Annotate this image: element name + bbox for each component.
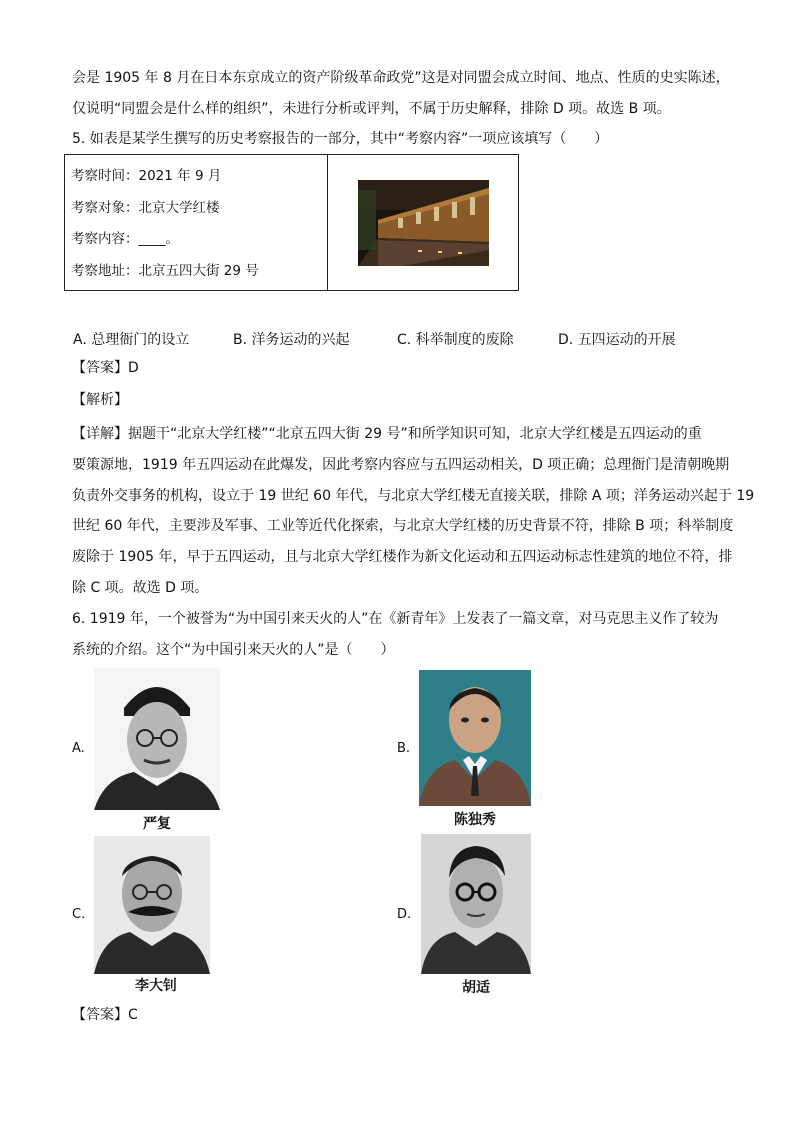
q6-answer-label: 【答案】C — [72, 1007, 138, 1023]
portrait-yan-fu — [94, 668, 220, 810]
report-time: 考察时间：2021 年 9 月 — [71, 168, 222, 184]
portrait-li-dazhao — [94, 836, 210, 974]
option-b-letter: B. — [397, 741, 411, 756]
analysis-line-6: 除 C 项。故选 D 项。 — [72, 580, 209, 596]
analysis-line-4: 世纪 60 年代，主要涉及军事、工业等近代化探索，与北京大学红楼的历史背景不符，排除 B 项；科举制度 — [72, 518, 734, 534]
report-object: 考察对象：北京大学红楼 — [71, 199, 220, 216]
caption-hu-shi: 胡适 — [462, 980, 490, 996]
portrait-hu-shi — [421, 834, 531, 974]
question-5-stem: 5. 如表是某学生撰写的历史考察报告的一部分，其中“考察内容”一项应该填写（ ） — [72, 131, 609, 147]
analysis-line-2: 要策源地，1919 年五四运动在此爆发，因此考察内容应与五四运动相关，D 项正确；总理衙门是清朝晚期 — [72, 457, 730, 473]
caption-li-dazhao: 李大钊 — [135, 978, 177, 994]
option-b: B. 洋务运动的兴起 — [233, 332, 350, 348]
option-a: A. 总理衙门的设立 — [73, 332, 190, 348]
portrait-chen-duxiu — [419, 670, 531, 806]
paragraph-line-1: 会是 1905 年 8 月在日本东京成立的资产阶级革命政党”这是对同盟会成立时间、地点、性质的史实陈述， — [72, 70, 730, 86]
answer-label: 【答案】D — [72, 360, 139, 376]
report-photo-cell — [328, 155, 519, 291]
analysis-line-1: 【详解】据题干“北京大学红楼”“北京五四大街 29 号”和所学知识可知，北京大学红楼是五四运动的重 — [72, 426, 702, 442]
analysis-line-5: 废除于 1905 年，早于五四运动，且与北京大学红楼作为新文化运动和五四运动标志性建筑的地位不符，排 — [72, 549, 733, 565]
report-content: 考察内容：____。 — [71, 231, 179, 247]
question-6-stem-line-1: 6. 1919 年，一个被誉为“为中国引来天火的人”在《新青年》上发表了一篇文章，对马克思主义作了较为 — [72, 611, 719, 627]
report-table — [64, 154, 519, 291]
option-c-letter: C. — [72, 907, 86, 922]
paragraph-line-2: 仅说明“同盟会是什么样的组织”，未进行分析或评判，不属于历史解释，排除 D 项。故选 B 项。 — [72, 101, 671, 117]
option-d-letter: D. — [397, 907, 412, 922]
option-c: C. 科举制度的废除 — [397, 332, 514, 348]
option-a-letter: A. — [72, 741, 85, 756]
caption-chen-duxiu: 陈独秀 — [454, 812, 496, 828]
red-building-photo — [358, 180, 489, 266]
option-d: D. 五四运动的开展 — [558, 332, 676, 348]
analysis-heading: 【解析】 — [72, 392, 128, 408]
caption-yan-fu: 严复 — [143, 816, 171, 832]
report-address: 考察地址：北京五四大街 29 号 — [71, 262, 259, 279]
question-6-stem-line-2: 系统的介绍。这个“为中国引来天火的人”是（ ） — [72, 642, 395, 658]
report-fields — [65, 155, 328, 291]
analysis-line-3: 负责外交事务的机构，设立于 19 世纪 60 年代，与北京大学红楼无直接关联，排除 A 项；洋务运动兴起于 19 — [72, 488, 755, 504]
